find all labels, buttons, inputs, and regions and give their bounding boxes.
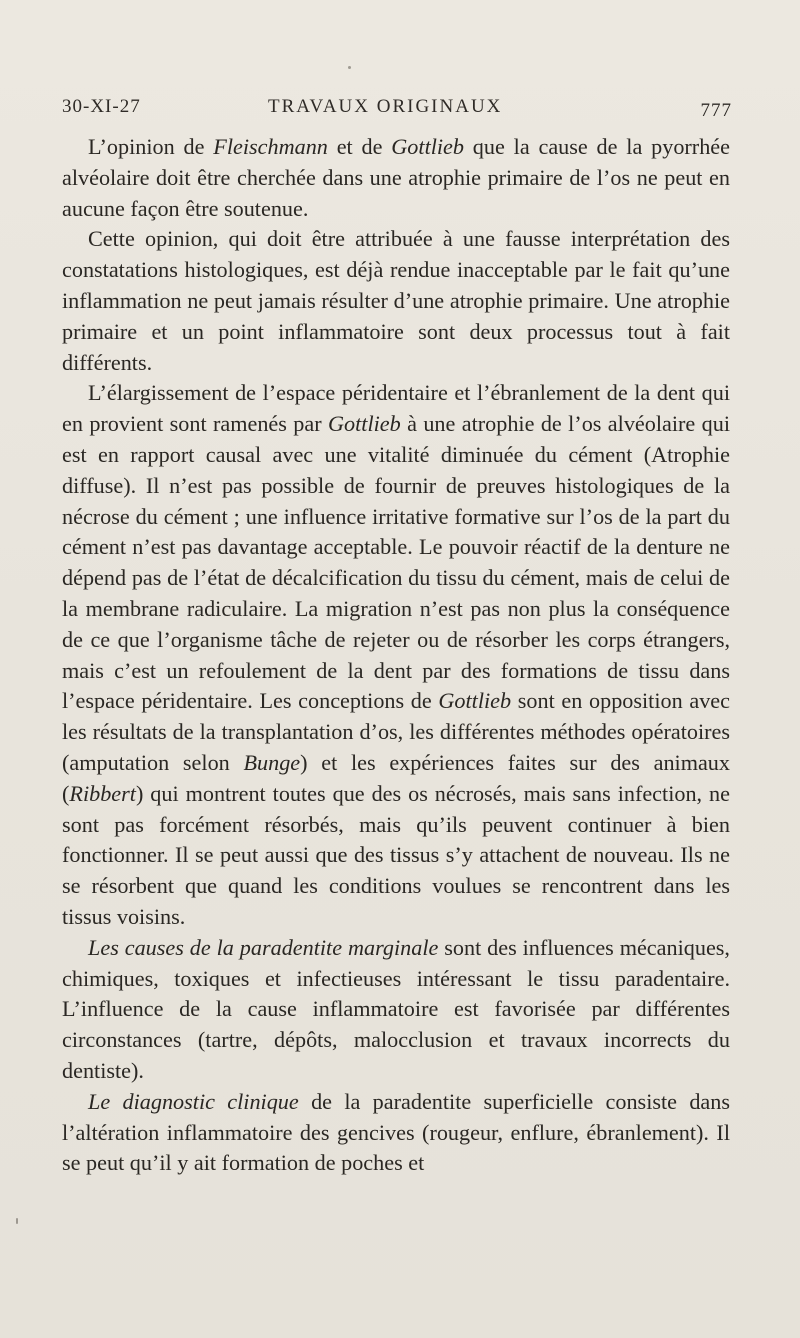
italic-text-run: Gottlieb — [438, 688, 512, 714]
italic-text-run: Fleischmann — [213, 134, 328, 159]
italic-text-run: Le diagnostic clinique — [88, 1088, 299, 1114]
paragraph — [62, 1087, 730, 1179]
italic-text-run: Bunge — [243, 749, 301, 775]
text-run: à une atrophie de l’os alvéolaire qui est en rapport causal avec une vitalité diminuée du cément (Atrophie diffuse). Il n’est pas possible de fournir de preuves histologiques de la nécrose du cément ; une influence irritative formative sur l’os de la part du cément n’est pas davantage acceptable. Le pouvoir réactif de la denture ne dépend pas de l’état de décalcification du tissu du cément, mais de celui de la membrane radiculaire. La migration n’est pas non plus la conséquence de ce que l’organisme tâche de rejeter ou de résorber les corps étrangers, mais c’est un refoulement de la dent par des formations de tissu dans l’espace péridentaire. Les conceptions de — [62, 411, 730, 714]
header-date: 30-XI-27 — [62, 96, 141, 117]
text-run: ) et les expériences faites sur des animaux ( — [62, 749, 730, 806]
paragraph — [62, 378, 730, 932]
text-run: et de — [327, 134, 392, 159]
italic-text-run: Gottlieb — [391, 134, 464, 159]
italic-text-run: Ribbert — [69, 780, 136, 806]
paragraph — [62, 224, 730, 378]
running-head — [62, 96, 732, 126]
paragraph — [62, 132, 730, 224]
text-run: sont des influences mécaniques, chimiques, toxiques et infectieuses intéressant le tissu paradentaire. L’influence de la cause inflammatoire est favorisée par différentes circonstances (tartre, dépôts, malocclusion et travaux incorrects du dentiste). — [62, 934, 730, 1083]
body-text — [62, 132, 730, 1179]
text-run: que la cause de la pyorrhée alvéolaire doit être cherchée dans une atrophie primaire de l’os ne peut en aucune façon être soutenue. — [62, 134, 730, 221]
text-run: de la paradentite superficielle consiste dans l’altération inflammatoire des gencives (rougeur, enflure, ébranlement). Il se peut qu’il y ait formation de poches et — [62, 1088, 730, 1176]
paper-speck — [16, 1218, 18, 1224]
paper-speck — [348, 66, 351, 69]
text-run: ) qui montrent toutes que des os nécrosés, mais sans infection, ne sont pas forcément résorbés, mais qu’ils peuvent continuer à bien fonctionner. Il se peut aussi que des tissus s’y attachent de nouveau. Ils ne se résorbent que quand les conditions voulues se rencontrent dans les tissus voisins. — [62, 780, 730, 929]
text-run: Cette opinion, qui doit être attribuée à une fausse interprétation des constatations histologiques, est déjà rendue inacceptable par le fait qu’une inflammation ne peut jamais résulter d’une atrophie primaire. Une atrophie primaire et un point inflammatoire sont deux processus tout à fait différents. — [62, 226, 730, 375]
page-number: 777 — [700, 100, 732, 121]
paragraph — [62, 933, 730, 1087]
text-run: L’opinion de — [88, 134, 214, 159]
italic-text-run: Gottlieb — [328, 411, 401, 437]
text-run: L’élargissement de l’espace péridentaire et l’ébranlement de la dent qui en provient sont ramenés par — [62, 380, 730, 437]
italic-text-run: Les causes de la paradentite marginale — [88, 934, 439, 960]
header-section-title: TRAVAUX ORIGINAUX — [268, 96, 503, 117]
text-run: sont en opposition avec les résultats de la transplantation d’os, les différentes méthodes opératoires (amputation selon — [62, 688, 730, 775]
